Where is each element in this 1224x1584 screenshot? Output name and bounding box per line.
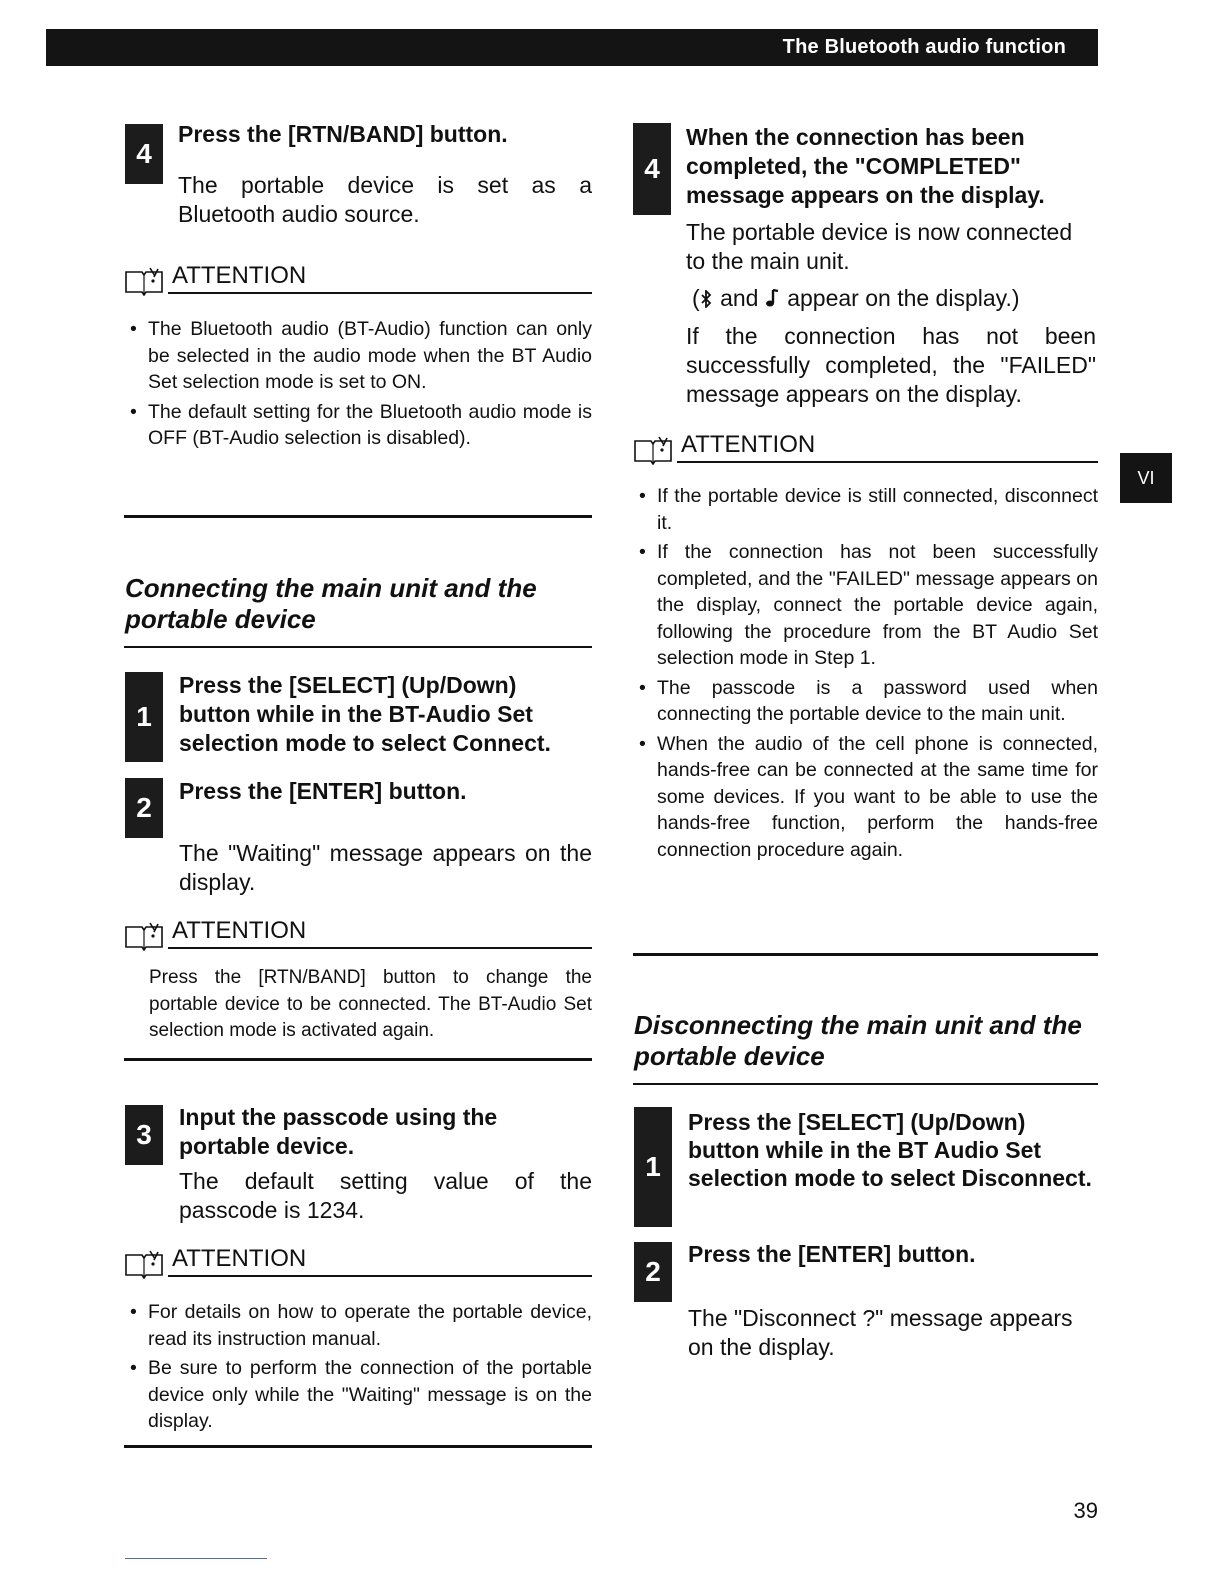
step-title: When the connection has been completed, the "COMPLETED" message appears on the display.	[686, 124, 1045, 208]
section-heading	[634, 1010, 1098, 1072]
step-2-disconnect-block	[688, 1240, 1098, 1362]
step-title: Press the [ENTER] button.	[688, 1241, 976, 1267]
book-attention-icon	[124, 921, 164, 951]
list-item: • When the audio of the cell phone is connected, hands-free can be connected at the same time for some devices. If you want to be able to use the hands-free function, perform the hands-free connection procedure again.	[633, 731, 1098, 864]
attention-list	[124, 1299, 592, 1435]
step-title: Press the [ENTER] button.	[179, 778, 467, 804]
step-body: The portable device is now connected to the main unit.	[686, 219, 1073, 274]
chapter-tab: VI	[1120, 453, 1172, 503]
section-title: Connecting the main unit and the portable device	[125, 573, 537, 634]
section-title: Disconnecting the main unit and the portable device	[634, 1010, 1082, 1071]
section-heading	[125, 573, 592, 635]
attention-underline	[168, 292, 592, 294]
step-1-block	[179, 671, 592, 758]
step-2-block	[179, 777, 592, 897]
attention-label: ATTENTION	[172, 917, 307, 944]
step-4-block	[178, 120, 592, 229]
page-number: 39	[1073, 1498, 1098, 1523]
step-1-disconnect-block	[688, 1108, 1096, 1192]
bluetooth-icon	[700, 284, 714, 313]
display-icons-line: ( and appear on the display.)	[692, 285, 1020, 311]
attention-underline	[168, 947, 592, 949]
step-3-block	[179, 1103, 592, 1225]
step-title: Press the [SELECT] (Up/Down) button while in the BT-Audio Set selection mode to select Connect.	[179, 672, 551, 756]
attention-block	[124, 1245, 592, 1438]
list-item: • If the portable device is still connected, disconnect it.	[633, 483, 1098, 536]
step-number-badge: 1	[634, 1107, 672, 1227]
attention-block	[124, 262, 592, 455]
step-4-completed-block	[686, 123, 1096, 409]
step-number-badge: 4	[125, 124, 163, 184]
step-title: Press the [SELECT] (Up/Down) button while in the BT Audio Set selection mode to select Disconnect.	[688, 1109, 1092, 1191]
step-number-badge: 1	[125, 672, 163, 762]
section-title-rule	[633, 1083, 1098, 1085]
section-divider	[124, 1445, 592, 1448]
step-body: The portable device is set as a Bluetooth audio source.	[178, 172, 592, 227]
attention-block	[633, 431, 1098, 866]
list-item: • The default setting for the Bluetooth audio mode is OFF (BT-Audio selection is disabled).	[124, 399, 592, 452]
list-item: • The passcode is a password used when connecting the portable device to the main unit.	[633, 675, 1098, 728]
attention-label: ATTENTION	[172, 1245, 307, 1272]
page-header-title: The Bluetooth audio function	[782, 36, 1066, 58]
book-attention-icon	[633, 435, 673, 465]
step-number-badge: 4	[633, 123, 671, 215]
step-title: Input the passcode using the portable device.	[179, 1104, 498, 1159]
list-item: • Be sure to perform the connection of the portable device only while the "Waiting" message is on the display.	[124, 1355, 592, 1435]
attention-underline	[168, 1275, 592, 1277]
attention-text: Press the [RTN/BAND] button to change the portable device to be connected. The BT-Audio Set selection mode is activated again.	[149, 967, 592, 1041]
book-attention-icon	[124, 1249, 164, 1279]
section-divider	[124, 1058, 592, 1061]
attention-label: ATTENTION	[172, 262, 307, 289]
book-attention-icon	[124, 266, 164, 296]
list-item: • For details on how to operate the portable device, read its instruction manual.	[124, 1299, 592, 1352]
section-divider	[124, 515, 592, 518]
section-divider	[633, 953, 1098, 956]
attention-label: ATTENTION	[681, 431, 816, 458]
list-item: • If the connection has not been successfully completed, and the "FAILED" message appears on the display, connect the portable device again, following the procedure from the BT Audio Set selection mode in Step 1.	[633, 539, 1098, 672]
step-body: If the connection has not been successfully completed, the "FAILED" message appears on the display.	[686, 323, 1096, 407]
attention-list	[124, 316, 592, 452]
step-body: The "Waiting" message appears on the display.	[179, 840, 592, 895]
step-title: Press the [RTN/BAND] button.	[178, 121, 508, 147]
attention-list	[633, 483, 1098, 863]
step-body: The "Disconnect ?" message appears on the display.	[688, 1305, 1073, 1360]
and-text: and	[720, 285, 759, 311]
step-number-badge: 2	[125, 778, 163, 838]
header-bar	[46, 29, 1098, 66]
step-number-badge: 3	[125, 1105, 163, 1165]
step-number-badge: 2	[634, 1242, 672, 1302]
footer-line	[125, 1558, 267, 1559]
section-title-rule	[124, 646, 592, 648]
music-note-icon	[765, 284, 781, 313]
list-item: • The Bluetooth audio (BT-Audio) function can only be selected in the audio mode when the BT Audio Set selection mode is set to ON.	[124, 316, 592, 396]
appear-text: appear on the display.)	[787, 285, 1020, 311]
step-body: The default setting value of the passcode is 1234.	[179, 1168, 592, 1223]
attention-underline	[677, 461, 1098, 463]
attention-block	[124, 917, 592, 1045]
